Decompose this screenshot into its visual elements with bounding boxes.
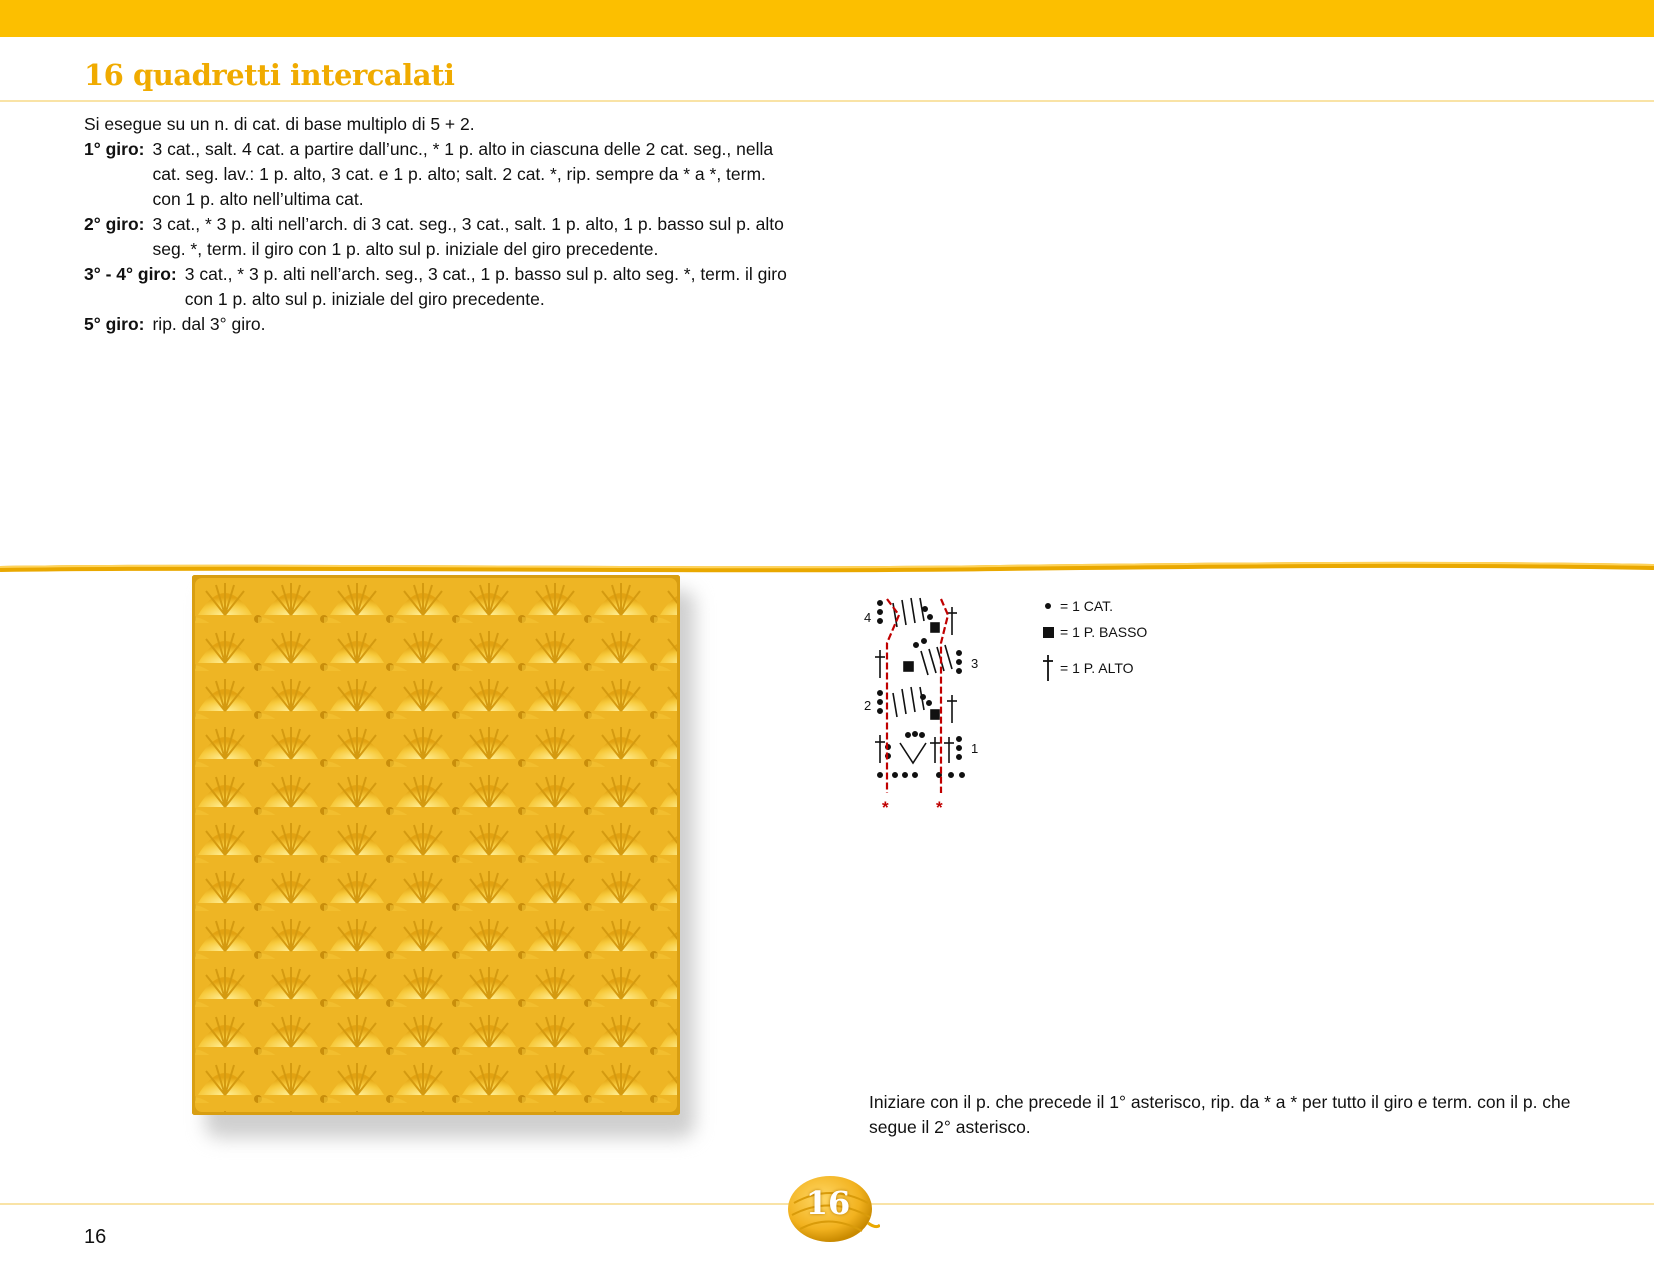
row-number-4: 4 xyxy=(864,610,872,625)
chart-legend xyxy=(1036,598,1276,688)
legend-label: = 1 P. BASSO xyxy=(1060,624,1148,640)
page-number: 16 xyxy=(84,1226,107,1248)
row-label: 3° - 4° giro: xyxy=(84,264,177,284)
title-divider xyxy=(0,100,1654,102)
crochet-swatch-photo xyxy=(192,575,680,1115)
chart-row-2 xyxy=(878,687,957,723)
row-label: 5° giro: xyxy=(84,314,145,334)
square-icon xyxy=(1036,627,1060,638)
instruction-row-5 xyxy=(84,312,794,337)
chart-note: Iniziare con il p. che precede il 1° asterisco, rip. da * a * per tutto il giro e term. con il p. che segue il 2° asterisco. xyxy=(869,1092,1571,1137)
legend-chain xyxy=(1036,598,1113,614)
instructions xyxy=(84,112,794,337)
repeat-asterisk-1: * xyxy=(882,798,889,815)
dagger-icon xyxy=(1036,654,1060,682)
chart-row-1 xyxy=(875,732,964,777)
row-number-1: 1 xyxy=(971,741,979,756)
instruction-row-1 xyxy=(84,137,794,212)
legend-single-crochet xyxy=(1036,624,1147,640)
legend-label: = 1 CAT. xyxy=(1060,598,1114,614)
instruction-row-3-4 xyxy=(84,262,794,312)
page-title: 16 quadretti intercalati xyxy=(84,58,455,92)
row-label: 1° giro: xyxy=(84,139,145,159)
row-label: 2° giro: xyxy=(84,214,145,234)
row-text: 3 cat., salt. 4 cat. a partire dall’unc., * 1 p. alto in ciascuna delle 2 cat. seg., nella cat. seg. lav.: 1 p. alto, 3 cat. e 1 p. alto; salt. 2 cat. *, rip. sempre da * a *, term. con 1 p. alto nell’ultima cat. xyxy=(152,139,774,209)
crochet-chart-diagram xyxy=(858,595,998,815)
instruction-row-2 xyxy=(84,212,794,262)
dot-icon xyxy=(1036,603,1060,609)
row-text: 3 cat., * 3 p. alti nell’arch. seg., 3 cat., 1 p. basso sul p. alto seg. *, term. il giro con 1 p. alto sul p. iniziale del giro precedente. xyxy=(184,264,787,309)
legend-label: = 1 P. ALTO xyxy=(1060,660,1134,676)
yarn-strand xyxy=(0,560,1654,576)
repeat-asterisk-2: * xyxy=(936,798,943,815)
pattern-number-badge: 16 xyxy=(805,1184,851,1222)
intro-text: Si esegue su un n. di cat. di base multiplo di 5 + 2. xyxy=(84,114,475,134)
row-number-2: 2 xyxy=(864,698,872,713)
row-number-3: 3 xyxy=(971,656,979,671)
repeat-line-right xyxy=(941,599,948,793)
row-text: 3 cat., * 3 p. alti nell’arch. di 3 cat. seg., 3 cat., salt. 1 p. alto, 1 p. basso sul p. alto seg. *, term. il giro con 1 p. alto sul p. iniziale del giro precedente. xyxy=(152,214,784,259)
row-text: rip. dal 3° giro. xyxy=(152,314,266,334)
top-accent-bar xyxy=(0,0,1654,37)
legend-double-crochet xyxy=(1036,654,1134,682)
